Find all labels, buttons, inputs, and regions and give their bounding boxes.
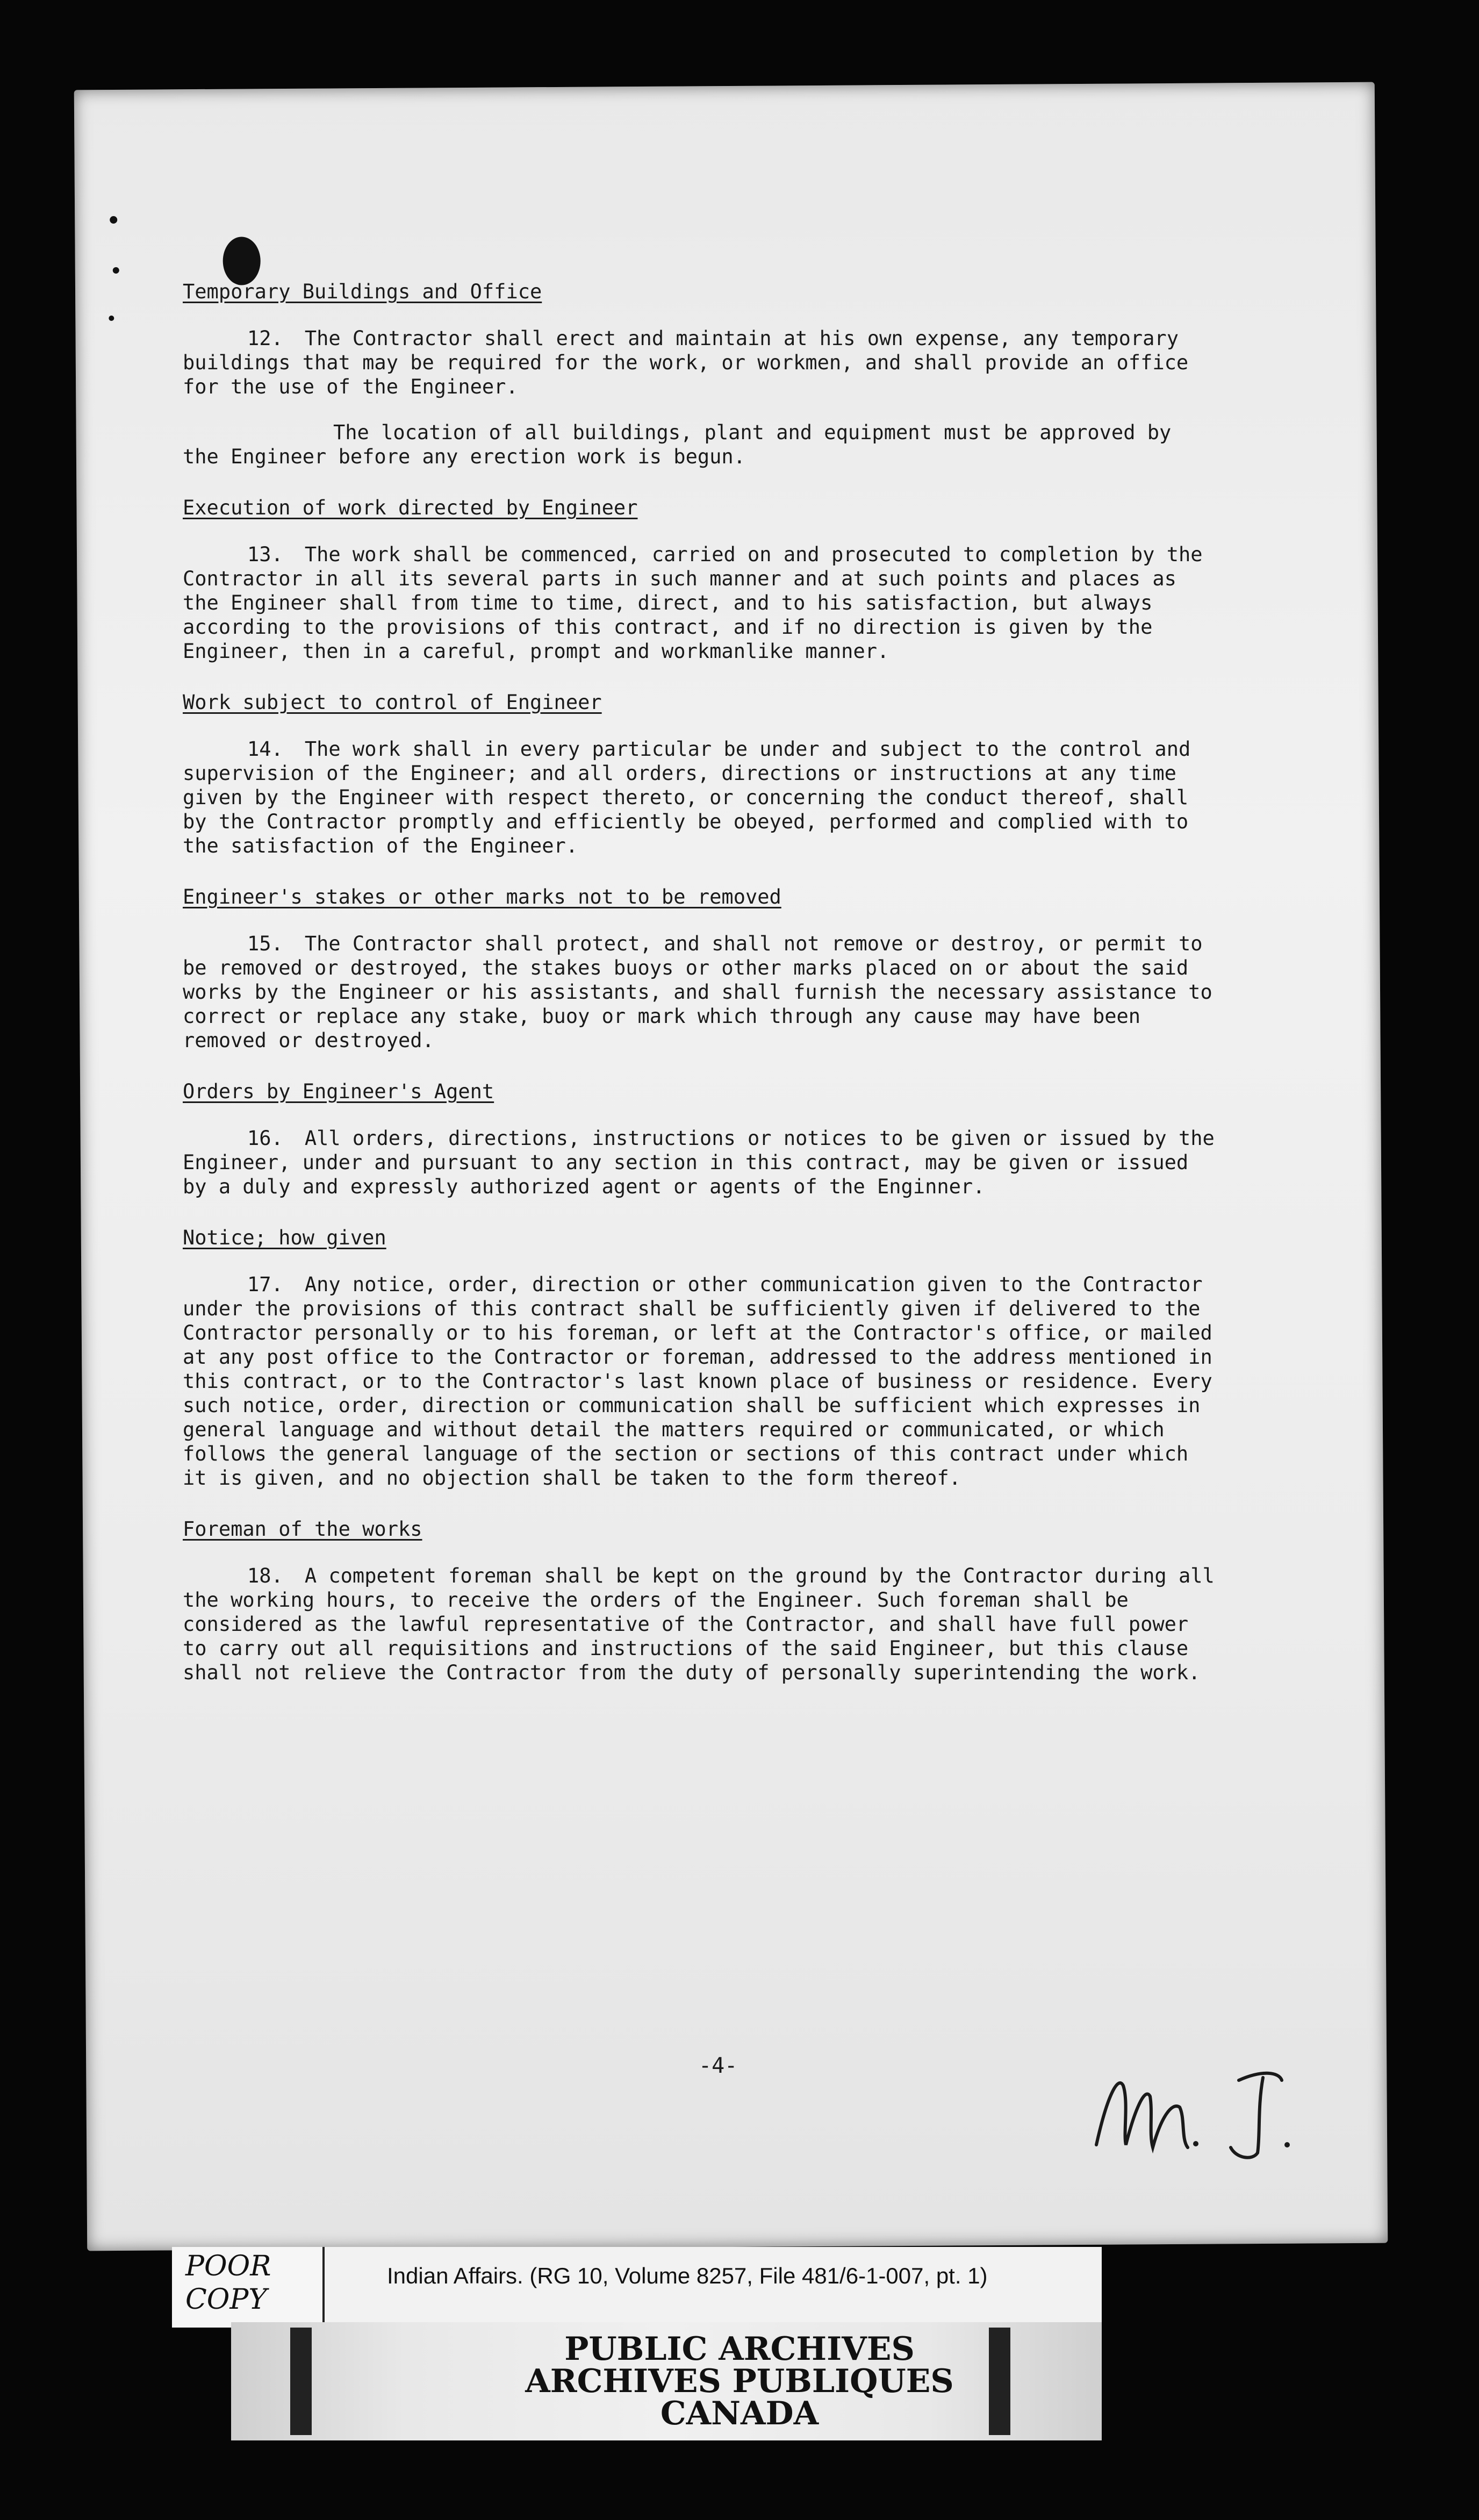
section-13 xyxy=(183,496,1215,663)
section-text: The Contractor shall protect, and shall not remove or destroy, or permit to be removed or destroyed, the stakes buoys or other marks placed on or about the said works by the Engineer or his assistants, and shall furnish the necessary assistance to correct or replace any stake, buoy or mark which through any cause may have been removed or destroyed. xyxy=(183,932,1212,1052)
section-paragraph xyxy=(183,737,1215,858)
section-heading: Work subject to control of Engineer xyxy=(183,691,602,714)
section-number: 14. xyxy=(247,738,283,761)
section-17 xyxy=(183,1226,1215,1490)
archive-reference: Indian Affairs. (RG 10, Volume 8257, File 481/6-1-007, pt. 1) xyxy=(387,2263,988,2288)
section-heading: Notice; how given xyxy=(183,1226,386,1249)
section-paragraph xyxy=(183,542,1215,663)
section-paragraph xyxy=(183,1564,1215,1685)
archive-title-fr: ARCHIVES PUBLIQUES xyxy=(525,2362,954,2400)
section-number: 15. xyxy=(247,932,283,955)
page-number: -4- xyxy=(699,2053,738,2078)
section-text: The work shall in every particular be under and subject to the control and supervision of the Engineer; and all orders, directions or instructions at any time given by the Engineer with respect thereto, or concerning the conduct thereof, shall by the Contractor promptly and efficiently be obeyed, performed and complied with to the satisfaction of the Engineer. xyxy=(183,738,1191,857)
section-number: 12. xyxy=(247,327,283,350)
section-text: All orders, directions, instructions or notices to be given or issued by the Engineer, under and pursuant to any section in this contract, may be given or issued by a duly and expressly authorized agent or agents of the Enginner. xyxy=(183,1127,1215,1198)
punch-mark xyxy=(109,316,114,321)
section-text: A competent foreman shall be kept on the ground by the Contractor during all the working hours, to receive the orders of the Engineer. Such foreman shall be considered as the lawful representative of the Contractor, and shall have full power to carry out all requisitions and instructions of the said Engineer, but this clause shall not relieve the Contractor from the duty of personally superintending the work. xyxy=(183,1564,1215,1684)
section-14 xyxy=(183,690,1215,858)
section-number: 18. xyxy=(247,1564,283,1587)
poor-copy-stamp: POOR COPY xyxy=(185,2250,271,2316)
punch-mark xyxy=(110,216,117,224)
section-paragraph xyxy=(183,326,1215,399)
section-number: 13. xyxy=(247,543,283,566)
section-text: The work shall be commenced, carried on and prosecuted to completion by the Contractor in all its several parts in such manner and at such points and places as the Engineer shall from time to time, direct, and to his satisfaction, but always according to the provisions of this contract, and if no direction is given by the Engineer, then in a careful, prompt and workmanlike manner. xyxy=(183,543,1203,663)
section-heading: Foreman of the works xyxy=(183,1517,422,1541)
document-body xyxy=(183,280,1215,1712)
section-paragraph xyxy=(183,1272,1215,1490)
section-paragraph xyxy=(183,932,1215,1053)
section-18 xyxy=(183,1517,1215,1685)
section-heading: Execution of work directed by Engineer xyxy=(183,496,638,519)
section-12 xyxy=(183,280,1215,469)
section-text: The Contractor shall erect and maintain at his own expense, any temporary buildings that may be required for the work, or workmen, and shall provide an office for the use of the Engineer. xyxy=(183,327,1189,398)
section-heading: Orders by Engineer's Agent xyxy=(183,1080,494,1103)
punch-mark xyxy=(113,267,119,274)
section-heading: Engineer's stakes or other marks not to be removed xyxy=(183,885,781,908)
handwritten-initials xyxy=(1086,2053,1322,2172)
section-15 xyxy=(183,885,1215,1053)
section-text: Any notice, order, direction or other communication given to the Contractor under the provisions of this contract shall be sufficiently given if delivered to the Contractor personally or to his foreman, or left at the Contractor's office, or mailed at any post office to the Contractor or foreman, addressed to the address mentioned in this contract, or to the Contractor's last known place of business or residence. Every such notice, order, direction or communication shall be sufficient which expresses in general language and without detail the matters required or communicated, or which follows the general language of the section or sections of this contract under which it is given, and no objection shall be taken to the form thereof. xyxy=(183,1273,1212,1490)
section-heading: Temporary Buildings and Office xyxy=(183,280,542,303)
section-number: 16. xyxy=(247,1127,283,1150)
archive-title-en: PUBLIC ARCHIVES xyxy=(564,2330,915,2368)
archive-country: CANADA xyxy=(660,2395,819,2432)
section-16 xyxy=(183,1079,1215,1199)
section-paragraph xyxy=(183,1126,1215,1199)
section-paragraph: The location of all buildings, plant and equipment must be approved by the Engineer before any erection work is begun. xyxy=(183,421,1172,468)
punch-hole xyxy=(222,237,261,285)
section-number: 17. xyxy=(247,1273,283,1296)
